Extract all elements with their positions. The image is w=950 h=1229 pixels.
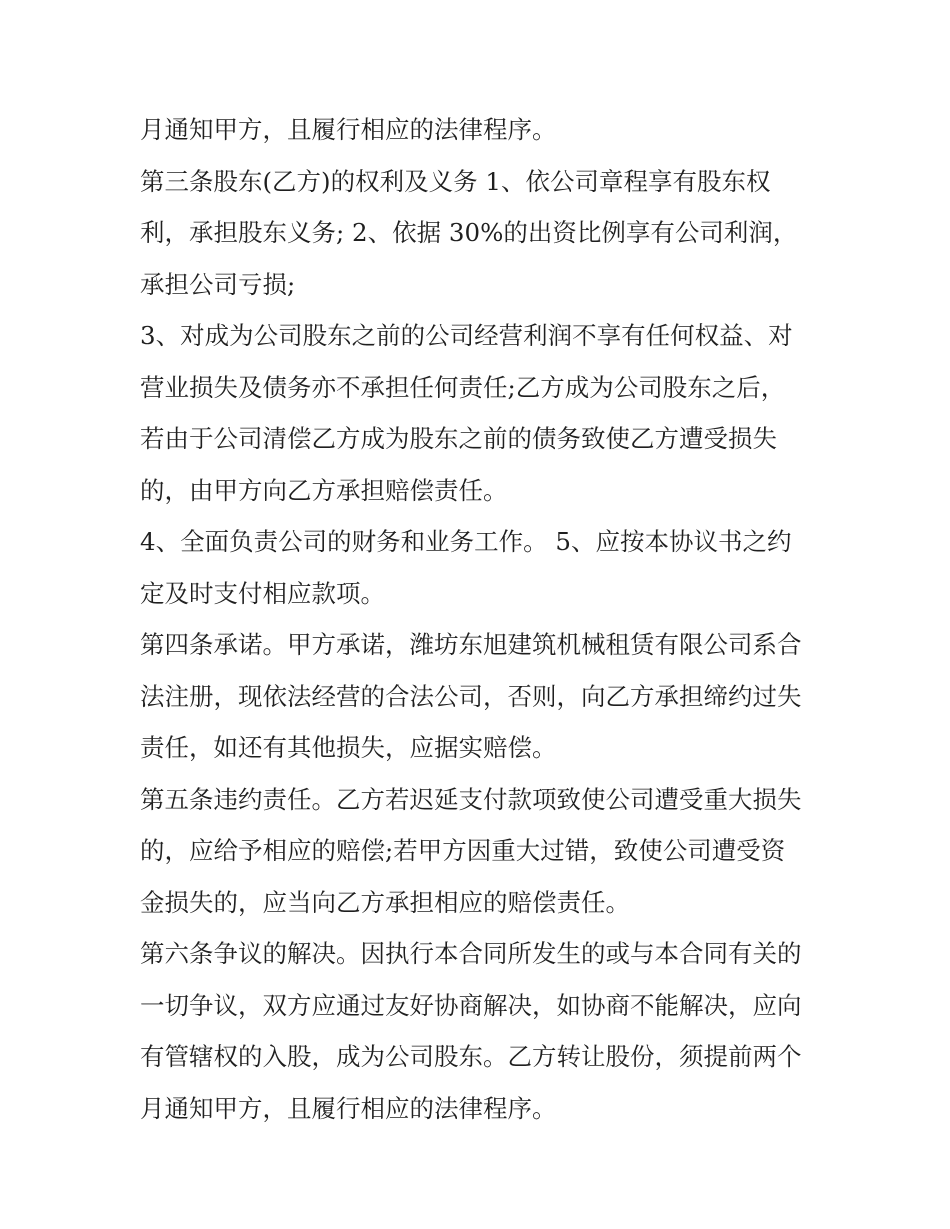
text-line: 第四条承诺。甲方承诺，潍坊东旭建筑机械租赁有限公司系合 [140, 630, 802, 659]
text-line: 第六条争议的解决。因执行本合同所发生的或与本合同有关的 [140, 939, 802, 968]
text-line: 一切争议，双方应通过友好协商解决，如协商不能解决，应向 [140, 990, 802, 1020]
text-line: 若由于公司清偿乙方成为股东之前的债务致使乙方遭受损失 [140, 424, 777, 453]
text-line: 营业损失及债务亦不承担任何责任;乙方成为公司股东之后， [140, 372, 786, 402]
text-line: 金损失的，应当向乙方承担相应的赔偿责任。 [140, 887, 630, 917]
text-line: 定及时支付相应款项。 [140, 578, 385, 608]
text-line: 有管辖权的入股，成为公司股东。乙方转让股份，须提前两个 [140, 1042, 802, 1071]
text-line: 4、全面负责公司的财务和业务工作。 5、应按本协议书之约 [140, 527, 792, 556]
text-line: 月通知甲方，且履行相应的法律程序。 [140, 115, 557, 144]
text-line: 第三条股东(乙方)的权利及义务 1、依公司章程享有股东权 [140, 166, 771, 196]
text-line: 的，应给予相应的赔偿;若甲方因重大过错，致使公司遭受资 [140, 836, 786, 865]
text-line: 第五条违约责任。乙方若迟延支付款项致使公司遭受重大损失 [140, 784, 802, 814]
document-body [140, 104, 820, 1134]
text-line: 法注册，现依法经营的合法公司，否则，向乙方承担缔约过失 [140, 681, 802, 711]
text-line: 3、对成为公司股东之前的公司经营利润不享有任何权益、对 [140, 321, 793, 350]
text-line: 的，由甲方向乙方承担赔偿责任。 [140, 475, 508, 505]
text-line: 责任，如还有其他损失，应据实赔偿。 [140, 733, 557, 762]
text-line: 利，承担股东义务; 2、依据 30%的出资比例享有公司利润， [140, 218, 798, 247]
text-line: 月通知甲方，且履行相应的法律程序。 [140, 1093, 557, 1123]
text-line: 承担公司亏损; [140, 269, 296, 299]
